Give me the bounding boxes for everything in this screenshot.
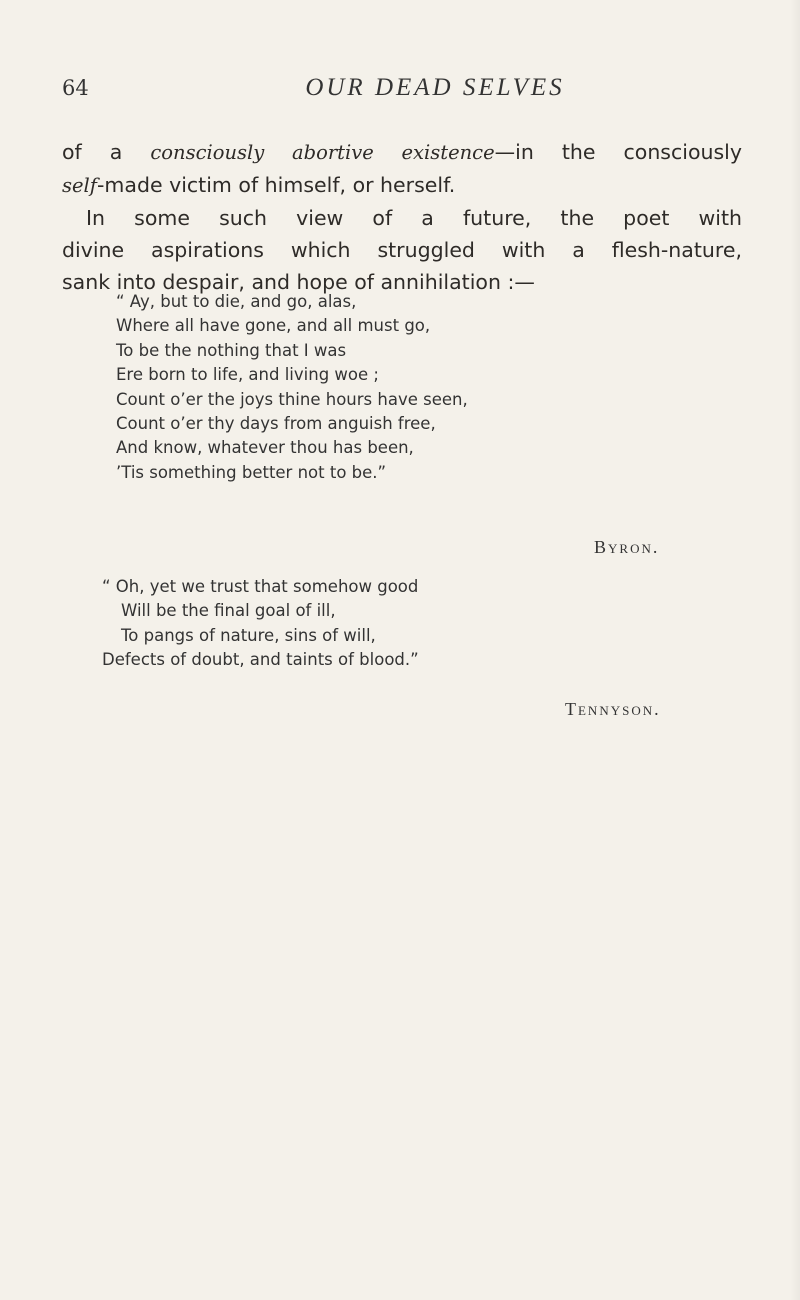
poem-line: Defects of doubt, and taints of blood.” <box>102 650 419 670</box>
prose-line-1-end: —in the consciously <box>494 140 742 164</box>
poem-line: “ Oh, yet we trust that somehow good <box>102 577 419 596</box>
prose-line-2-end: -made victim of himself, or herself. <box>97 173 456 197</box>
poem-line: “ Ay, but to die, and go, alas, <box>116 292 357 311</box>
prose-line-1 <box>62 136 742 169</box>
prose-line-5: sank into despair, and hope of annihilation :— <box>62 270 535 294</box>
poem-line: Where all have gone, and all must go, <box>116 316 431 336</box>
byron-attribution: Byron. <box>594 537 660 557</box>
byron-quote <box>116 290 468 485</box>
prose-line-1-start: of a <box>62 140 151 164</box>
poem-line: Will be the final goal of ill, <box>121 601 336 621</box>
poem-line: And know, whatever thou has been, <box>116 438 414 458</box>
prose-line-2 <box>62 169 742 202</box>
prose-line-3: In some such view of a future, the poet with <box>86 206 742 230</box>
poem-line: ’Tis something better not to be.” <box>116 462 387 482</box>
prose-line-2-italic: self <box>62 174 98 197</box>
page-header <box>62 72 738 108</box>
running-title: OUR DEAD SELVES <box>305 74 565 101</box>
prose-paragraph <box>62 136 742 298</box>
prose-line-4: divine aspirations which struggled with a flesh-nature, <box>62 238 742 262</box>
tennyson-attribution: Tennyson. <box>565 699 661 719</box>
poem-line: Count o’er thy days from anguish free, <box>116 414 436 434</box>
poem-line: To pangs of nature, sins of will, <box>121 625 376 645</box>
poem-line: Count o’er the joys thine hours have seen, <box>116 389 468 409</box>
poem-line: Ere born to life, and living woe ; <box>116 365 379 385</box>
page-number: 64 <box>62 76 89 100</box>
prose-line-1-italic: consciously abortive existence <box>150 141 495 164</box>
poem-line: To be the nothing that I was <box>116 340 347 360</box>
page-edge-shadow <box>790 0 800 1300</box>
tennyson-quote <box>102 575 419 673</box>
